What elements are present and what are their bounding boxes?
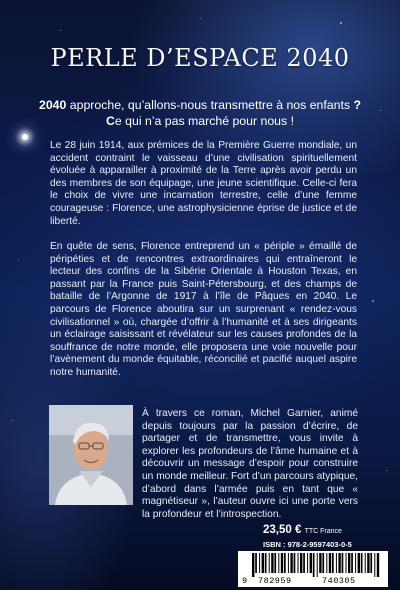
isbn-label: ISBN : 978-2-9597403-0-5 (263, 540, 352, 549)
barcode-digit-prefix: 9 (242, 576, 248, 586)
tagline-answer: e qui n’a pas marché pour nous ! (114, 114, 294, 128)
tagline-line-1 (0, 97, 400, 113)
tagline (0, 97, 400, 129)
book-title: PERLE D’ESPACE 2040 (50, 44, 350, 72)
tagline-line-2 (0, 113, 400, 129)
price-label (263, 524, 383, 536)
synopsis-paragraph-2: En quête de sens, Florence entreprend un « périple » émaillé de péripéties et de rencontres extraordinaires qui entraîneront le lecteur des confins de la Sibérie Orientale à Houston Texas, en passant par la France puis Saint-Pétersbourg, et des champs de bataille de l’Argonne de 1917 à l’île de Pâques en 2040. Le parcours de Florence aboutira sur un surprenant « rendez-vous civilisationnel » où, chargée d’offrir à l’humanité et à ses dirigeants un éclairage saisissant et révélateur sur les causes profondes de la souffrance de notre monde, elle proposera une voie nouvelle pour l’avènement du monde équitable, réconcilié et pacifié auquel aspire notre humanité. (50, 241, 357, 378)
tagline-question: approche, qu’allons-nous transmettre à nos enfants (66, 98, 354, 112)
barcode-digits-left: 782959 (258, 576, 292, 586)
tagline-question-mark: ? (353, 98, 361, 112)
author-photo (49, 405, 133, 505)
barcode (238, 551, 388, 587)
tagline-initial: C (106, 114, 115, 128)
author-bio: À travers ce roman, Michel Garnier, animé depuis toujours par la passion d’écrire, de partager et de transmettre, vous invite à explorer les profondeurs de l’âme humaine et à découvrir un message d’espoir pour construire un monde meilleur. Fort d’un parcours atypique, d’abord dans l’armée puis en tant que « magnétiseur », l’auteur ouvre ici une porte vers la profondeur et l’introspection. (142, 408, 358, 520)
price-suffix: TTC France (304, 528, 342, 535)
price-value: 23,50 € (263, 524, 302, 536)
barcode-digits-right: 740305 (322, 576, 356, 586)
synopsis-paragraph-1: Le 28 juin 1914, aux prémices de la Première Guerre mondiale, un accident contraint le vaisseau d’une civilisation spirituellement évoluée à apparailler à proximité de la Terre après avoir perdu un des membres de son équipage, une jeune scientifique. Celle-ci fera le choix de vivre une incarnation terrestre, celle d’une femme courageuse : Florence, une astrophysicienne éprise de justice et de liberté. (50, 140, 357, 227)
tagline-year: 2040 (39, 98, 67, 112)
star-flare (22, 134, 28, 140)
